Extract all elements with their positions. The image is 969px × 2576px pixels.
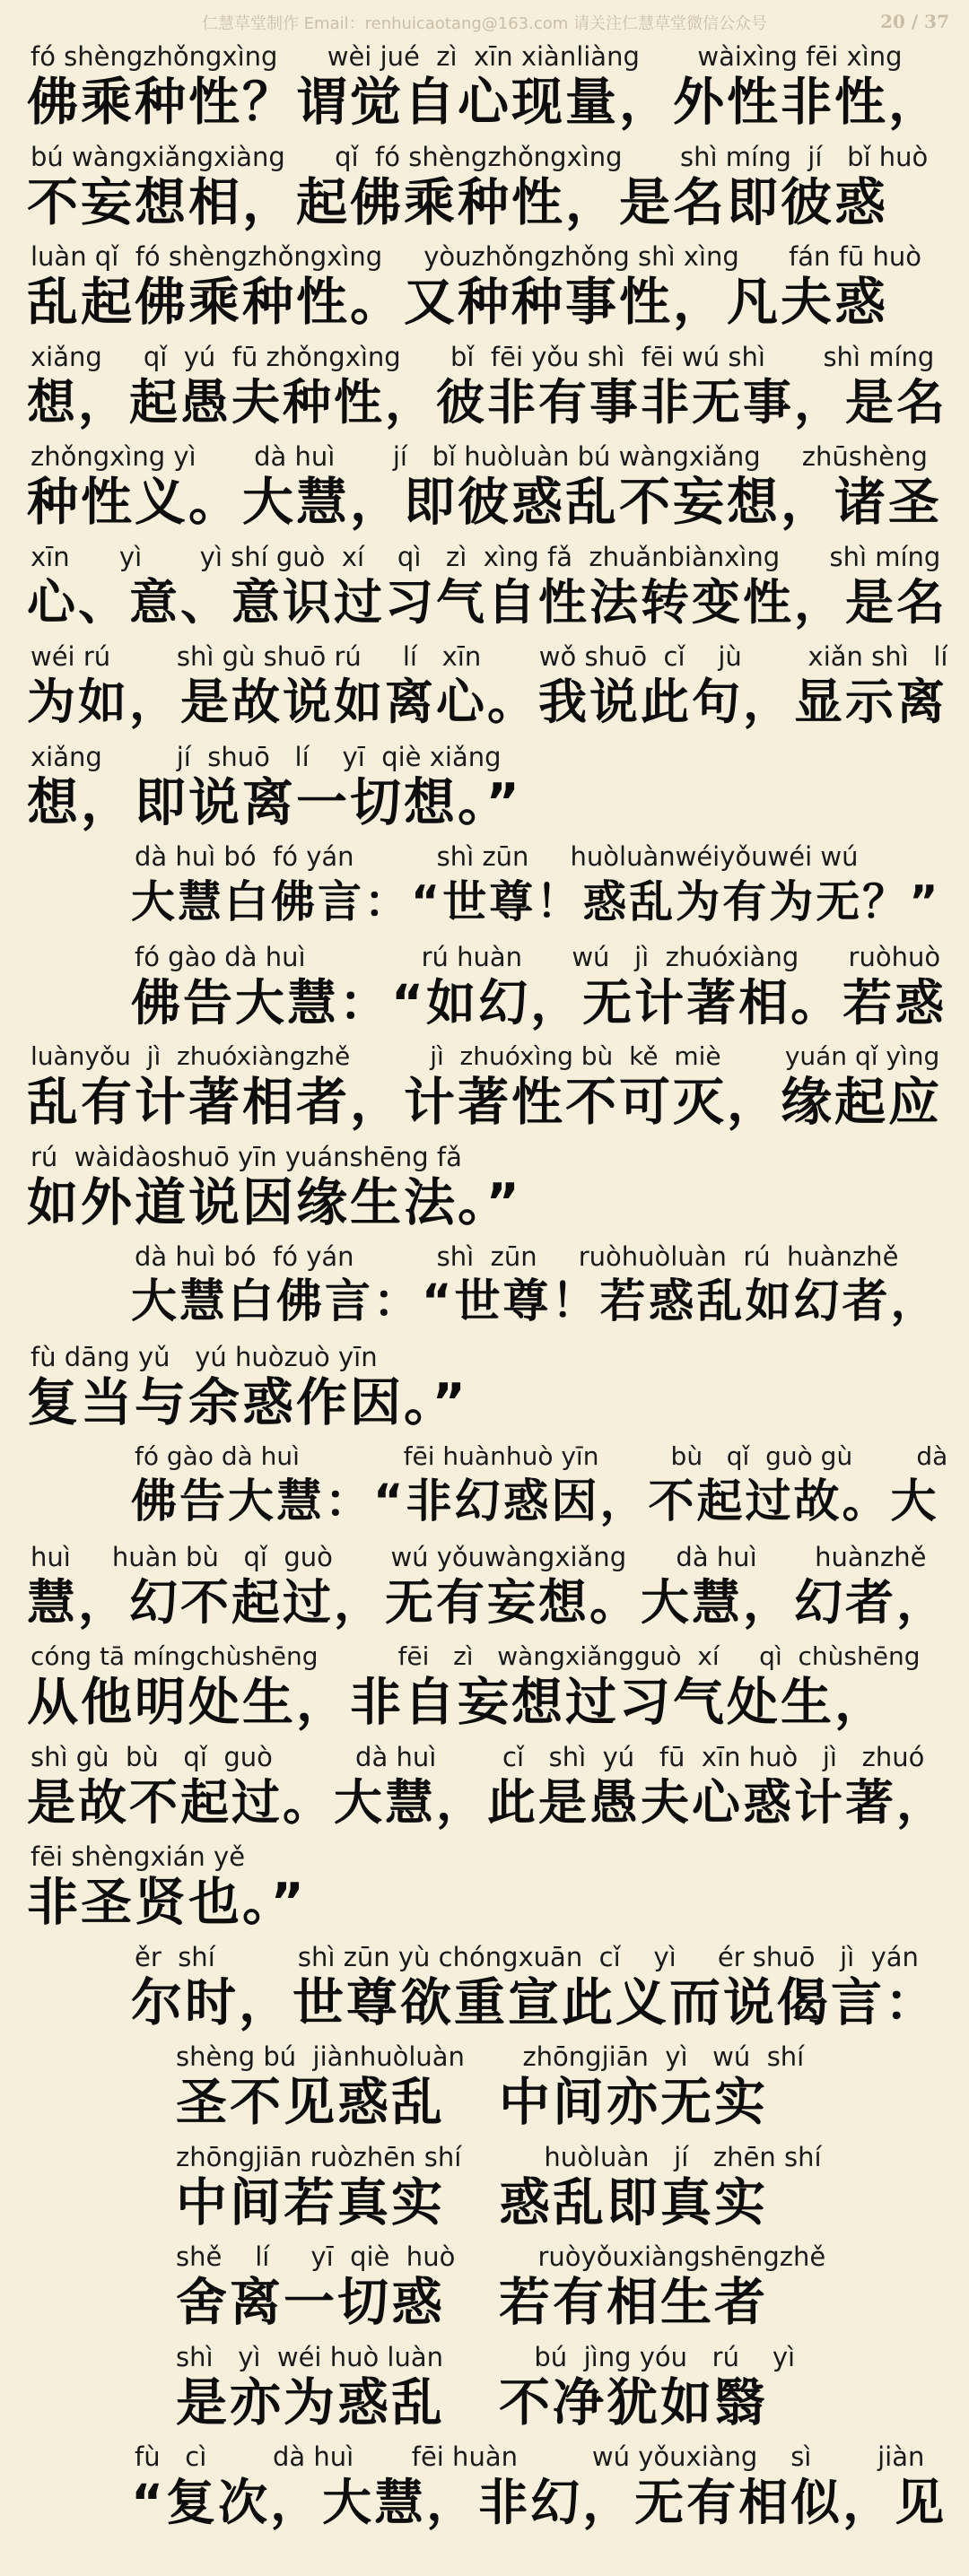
chinese-text: 不妄想相，起佛乘种性，是名即彼惑 [27, 172, 888, 232]
pinyin-annotation: fù cì dà huì fēi huàn wú yǒuxiàng sì jiàn [135, 2441, 925, 2472]
chinese-text: 想，起愚夫种性，彼非有事非无事，是名 [27, 373, 947, 431]
pinyin-annotation: dà huì bó fó yán shì zūn ruòhuòluàn rú huànzhě [135, 1241, 899, 1272]
verse-line [0, 2137, 969, 2237]
chinese-text: 乱有计著相者，计著性不可灭，缘起应 [27, 1073, 942, 1132]
chinese-text: 圣不见惑乱 中间亦无实 [176, 2073, 768, 2132]
text-line [0, 536, 969, 637]
chinese-text: 佛告大慧：“非幻惑因，不起过故。大 [131, 1475, 939, 1528]
verse-line [0, 2236, 969, 2337]
pinyin-annotation: luànyǒu jì zhuóxiàngzhě jì zhuóxìng bù kě miè yuán qǐ yìng [31, 1041, 940, 1071]
chinese-text: “复次，大慧，非幻，无有相似，见 [131, 2474, 947, 2531]
text-line [0, 336, 969, 437]
text-line [0, 1136, 969, 1237]
chinese-text: 乱起佛乘种性。又种种事性，凡夫惑 [27, 273, 888, 332]
pinyin-annotation: fó gào dà huì rú huàn wú jì zhuóxiàng ruòhuò [135, 941, 941, 972]
chinese-text: 为如，是故说如离心。我说此句，显示离 [27, 674, 947, 730]
chinese-text: 大慧白佛言：“世尊！惑乱为有为无？” [131, 876, 941, 927]
page-header [0, 7, 969, 38]
text-line [0, 1236, 969, 1336]
text-line [0, 836, 969, 936]
text-line [0, 1036, 969, 1136]
chinese-text: 大慧白佛言：“世尊！若惑乱如幻者， [131, 1275, 939, 1328]
chinese-text: 复当与余惑作因。” [27, 1372, 468, 1432]
text-line [0, 736, 969, 837]
pinyin-annotation: huì huàn bù qǐ guò wú yǒuwàngxiǎng dà huì huànzhě [31, 1541, 927, 1572]
text-line [0, 936, 969, 1037]
pinyin-annotation: shì gù bù qǐ guò dà huì cǐ shì yú fū xīn huò jì zhuó [31, 1741, 925, 1772]
chinese-text: 尔时，世尊欲重宣此义而说偈言： [131, 1972, 938, 2032]
pinyin-annotation: shèng bú jiànhuòluàn zhōngjiān yì wú shí [176, 2041, 805, 2072]
chinese-text: 中间若真实 惑乱即真实 [176, 2172, 768, 2232]
text-line [0, 1336, 969, 1437]
chinese-text: 是亦为惑乱 不净犹如翳 [176, 2372, 768, 2432]
chinese-text: 佛乘种性？谓觉自心现量，外性非性， [27, 73, 942, 132]
text-line [0, 1736, 969, 1837]
pinyin-annotation: fēi shèngxián yě [31, 1841, 246, 1872]
pinyin-annotation: bú wàngxiǎngxiàng qǐ fó shèngzhǒngxìng shì míng jí bǐ huò [31, 141, 929, 172]
chinese-text: 从他明处生，非自妄想过习气处生， [27, 1673, 888, 1732]
text-line [0, 1636, 969, 1736]
chinese-text: 佛告大慧：“如幻，无计著相。若惑 [131, 973, 947, 1031]
pinyin-annotation: zhǒngxìng yì dà huì jí bǐ huòluàn bú wàngxiǎng zhūshèng [31, 441, 928, 472]
pinyin-annotation: fó shèngzhǒngxìng wèi jué zì xīn xiànliàng wàixìng fēi xìng [31, 41, 903, 72]
text-line [0, 236, 969, 336]
pinyin-annotation: dà huì bó fó yán shì zūn huòluànwéiyǒuwéi wú [135, 841, 859, 872]
pinyin-annotation: xīn yì yì shí guò xí qì zì xìng fǎ zhuǎnbiànxìng shì míng [31, 541, 941, 572]
text-line [0, 436, 969, 536]
text-line [0, 1436, 969, 1536]
sutra-text-body [0, 36, 969, 2537]
text-line [0, 1536, 969, 1637]
chinese-text: 心、意、意识过习气自性法转变性，是名 [27, 573, 947, 631]
pinyin-annotation: shì yì wéi huò luàn bú jìng yóu rú yì [176, 2341, 796, 2372]
verse-line [0, 2036, 969, 2137]
chinese-text: 如外道说因缘生法。” [27, 1172, 522, 1232]
text-line [0, 2436, 969, 2537]
chinese-text: 舍离一切惑 若有相生者 [176, 2273, 768, 2332]
pinyin-annotation: cóng tā míngchùshēng fēi zì wàngxiǎngguò xí qì chùshēng [31, 1641, 921, 1671]
text-line [0, 636, 969, 736]
chinese-text: 种性义。大慧，即彼惑乱不妄想，诸圣 [27, 473, 942, 532]
text-line [0, 1936, 969, 2037]
pinyin-annotation: rú wàidàoshuō yīn yuánshēng fǎ [31, 1141, 462, 1172]
page-number: 20 / 37 [880, 11, 949, 32]
pinyin-annotation: xiǎng qǐ yú fū zhǒngxìng bǐ fēi yǒu shì fēi wú shì shì míng [31, 341, 935, 372]
header-title: 仁慧草堂制作 Email：renhuicaotang@163.com 请关注仁慧草堂微信公众号 [201, 14, 768, 33]
pinyin-annotation: fó gào dà huì fēi huànhuò yīn bù qǐ guò gù dà [135, 1441, 947, 1471]
pinyin-annotation: ěr shí shì zūn yù chóngxuān cǐ yì ér shuō jì yán [135, 1941, 919, 1972]
pinyin-annotation: fù dāng yǔ yú huòzuò yīn [31, 1341, 378, 1372]
pinyin-annotation: luàn qǐ fó shèngzhǒngxìng yòuzhǒngzhǒng shì xìng fán fū huò [31, 241, 921, 272]
pinyin-annotation: shě lí yī qiè huò ruòyǒuxiàngshēngzhě [176, 2241, 826, 2272]
chinese-text: 慧，幻不起过，无有妄想。大慧，幻者， [27, 1573, 947, 1631]
chinese-text: 非圣贤也。” [27, 1873, 307, 1932]
text-line [0, 1836, 969, 1936]
chinese-text: 是故不起过。大慧，此是愚夫心惑计著， [27, 1773, 947, 1831]
text-line [0, 36, 969, 136]
chinese-text: 想，即说离一切想。” [27, 772, 522, 832]
verse-line [0, 2337, 969, 2437]
text-line [0, 136, 969, 237]
pinyin-annotation: wéi rú shì gù shuō rú lí xīn wǒ shuō cǐ jù xiǎn shì lí [31, 641, 947, 672]
pinyin-annotation: zhōngjiān ruòzhēn shí huòluàn jí zhēn shí [176, 2141, 822, 2172]
pinyin-annotation: xiǎng jí shuō lí yī qiè xiǎng [31, 741, 502, 772]
